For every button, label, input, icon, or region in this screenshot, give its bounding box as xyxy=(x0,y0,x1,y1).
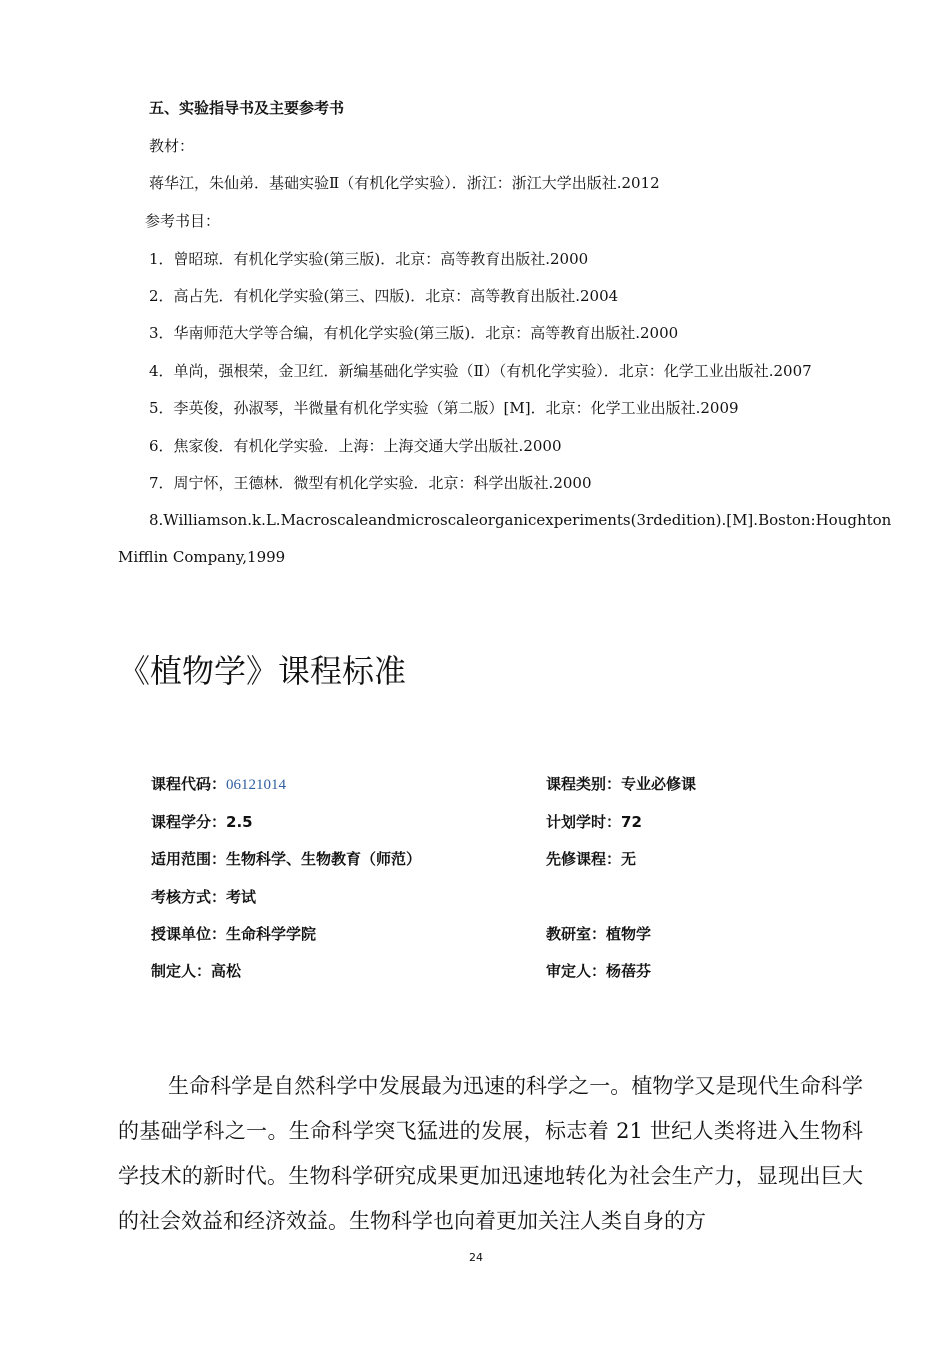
course-scope: 适用范围：生物科学、生物教育（师范） xyxy=(151,850,422,868)
course-category: 课程类别：专业必修课 xyxy=(546,775,697,793)
reference-item-8-continued: Mifflin Company,1999 xyxy=(118,548,286,566)
ref8-word: edition).[M]. xyxy=(662,511,759,529)
ref8-word: organic xyxy=(478,511,537,529)
reference-item-2: 2．高占先．有机化学实验(第三、四版)．北京：高等教育出版社.2004 xyxy=(149,287,619,305)
page-number: 24 xyxy=(469,1251,483,1264)
ref8-word: experiments(3rd xyxy=(536,511,663,529)
course-code xyxy=(151,773,286,794)
ref8-word: Boston:Houghton xyxy=(758,511,892,529)
refs-label: 参考书目： xyxy=(145,212,221,230)
course-author: 制定人：高松 xyxy=(151,962,242,980)
course-title: 《植物学》课程标准 xyxy=(118,652,407,690)
course-assessment: 考核方式：考试 xyxy=(151,888,257,906)
ref8-word: 8.Williamson.k.L.Macroscale xyxy=(149,511,369,529)
body-paragraph: 生命科学是自然科学中发展最为迅速的科学之一。植物学又是现代生命科学的基础学科之一。生命科学突飞猛进的发展，标志着 21 世纪人类将进入生物科学技术的新时代。生物科学研究成果更加迅速地转化为社会生产力，显现出巨大的社会效益和经济效益。生物科学也向着更加关注人类自身的方 xyxy=(118,1074,863,1233)
course-hours: 计划学时：72 xyxy=(546,813,642,831)
course-prereq: 先修课程：无 xyxy=(546,850,637,868)
section-heading: 五、实验指导书及主要参考书 xyxy=(149,99,345,117)
textbook-label: 教材： xyxy=(149,137,195,155)
reference-item-5: 5．李英俊，孙淑琴，半微量有机化学实验（第二版）[M]．北京：化学工业出版社.2009 xyxy=(149,399,739,417)
ref8-word: and xyxy=(368,511,397,529)
reference-item-6: 6．焦家俊．有机化学实验．上海：上海交通大学出版社.2000 xyxy=(149,437,562,455)
course-reviewer: 审定人：杨蓓芬 xyxy=(546,962,652,980)
reference-item-4: 4．单尚，强根荣，金卫红．新编基础化学实验（Ⅱ）（有机化学实验）．北京：化学工业出版社.2007 xyxy=(149,362,812,380)
reference-item-3: 3．华南师范大学等合编，有机化学实验(第三版)．北京：高等教育出版社.2000 xyxy=(149,324,679,342)
course-unit: 授课单位：生命科学学院 xyxy=(151,925,317,943)
reference-item-1: 1．曾昭琼．有机化学实验(第三版)．北京：高等教育出版社.2000 xyxy=(149,250,589,268)
course-credits: 课程学分：2.5 xyxy=(151,813,253,831)
course-office: 教研室：植物学 xyxy=(546,925,652,943)
reference-item-8 xyxy=(149,511,892,529)
course-code-label: 课程代码： xyxy=(151,775,227,793)
course-code-value: 06121014 xyxy=(226,777,287,793)
reference-item-7: 7．周宁怀，王德林．微型有机化学实验．北京：科学出版社.2000 xyxy=(149,474,592,492)
ref8-word: microscale xyxy=(396,511,479,529)
textbook-entry: 蒋华江，朱仙弟．基础实验Ⅱ（有机化学实验）．浙江：浙江大学出版社.2012 xyxy=(149,174,660,192)
